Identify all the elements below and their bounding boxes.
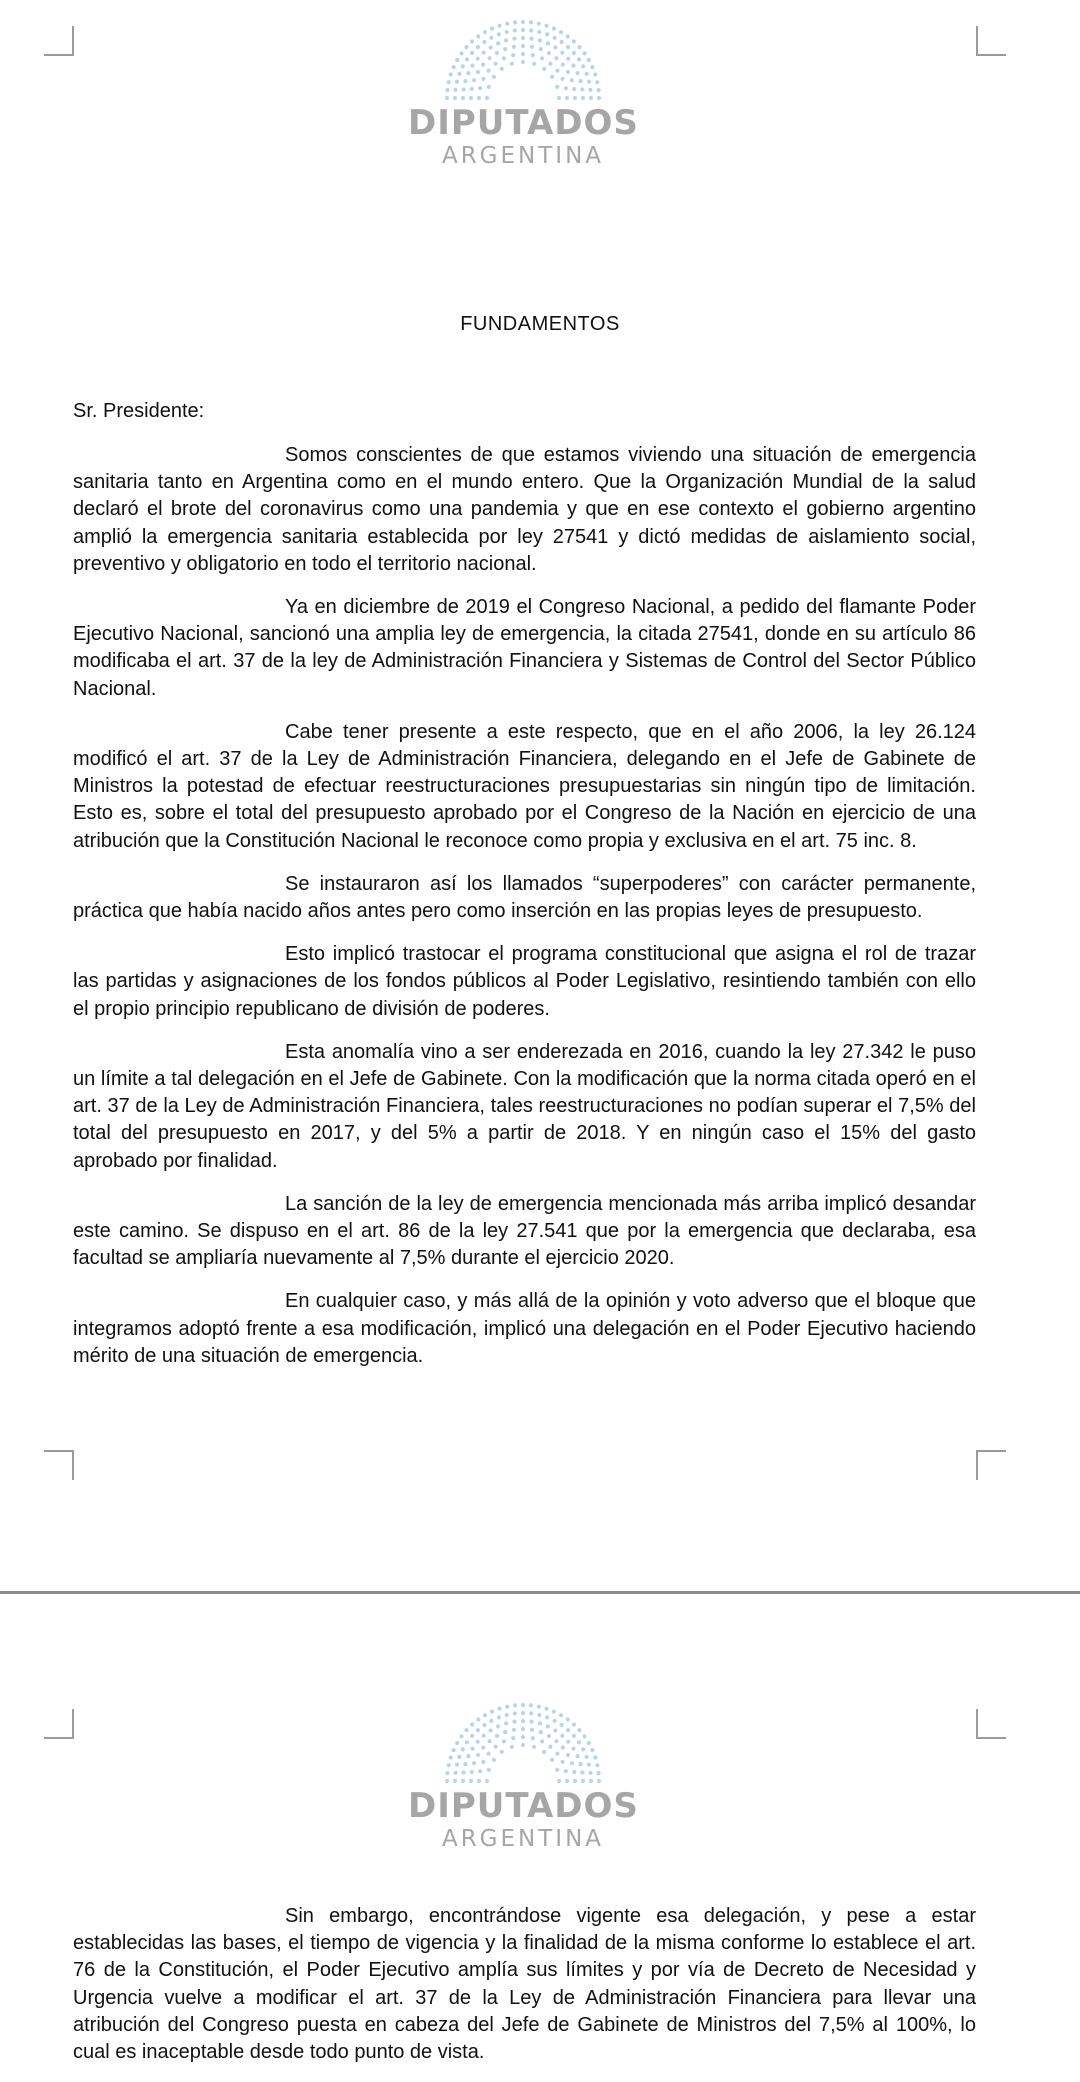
page-corner-mark <box>44 1709 74 1739</box>
diputados-logo <box>408 14 638 170</box>
document-body <box>73 1903 976 2082</box>
hemicycle-emblem-icon <box>433 1697 613 1785</box>
document-body <box>73 442 976 1386</box>
paragraph: Ya en diciembre de 2019 el Congreso Nacional, a pedido del flamante Poder Ejecutivo Nacional, sancionó una amplia ley de emergencia, la citada 27541, donde en su artículo 86 modificaba el art. 37 de la ley de Administración Financiera y Sistemas de Control del Sector Público Nacional. <box>73 596 976 700</box>
paragraph: Esta anomalía vino a ser enderezada en 2016, cuando la ley 27.342 le puso un límite a tal delegación en el Jefe de Gabinete. Con la modificación que la norma citada operó en el art. 37 de la Ley de Administración Financiera, tales reestructuraciones no podían superar el 7,5% del total del presupuesto en 2017, y del 5% a partir de 2018. Y en ningún caso el 15% del gasto aprobado por finalidad. <box>73 1040 976 1172</box>
salutation: Sr. Presidente: <box>73 400 205 422</box>
page-corner-mark <box>976 1450 1006 1480</box>
logo-subtitle: ARGENTINA <box>441 143 605 169</box>
logo-title: DIPUTADOS <box>408 103 639 143</box>
page-corner-mark <box>44 26 74 56</box>
paragraph: Somos conscientes de que estamos viviendo una situación de emergencia sanitaria tanto en Argentina como en el mundo entero. Que la Organización Mundial de la salud declaró el brote del coronavirus como una pandemia y que en ese contexto el gobierno argentino amplió la emergencia sanitaria establecida por ley 27541 y dictó medidas de aislamiento social, preventivo y obligatorio en todo el territorio nacional. <box>73 444 976 575</box>
paragraph: Esto implicó trastocar el programa constitucional que asigna el rol de trazar las partidas y asignaciones de los fondos públicos al Poder Legislativo, resintiendo también con ello el propio principio republicano de división de poderes. <box>73 943 976 1020</box>
paragraph: La sanción de la ley de emergencia mencionada más arriba implicó desandar este camino. Se dispuso en el art. 86 de la ley 27.541 que por la emergencia que declaraba, esa facultad se ampliaría nuevamente al 7,5% durante el ejercicio 2020. <box>73 1192 976 1270</box>
diputados-logo <box>408 1697 638 1853</box>
document-page-2 <box>0 1594 1080 2079</box>
hemicycle-emblem-icon <box>433 14 613 102</box>
logo-title: DIPUTADOS <box>408 1786 639 1826</box>
page-corner-mark <box>976 1709 1006 1739</box>
paragraph: Sin embargo, encontrándose vigente esa delegación, y pese a estar establecidas las bases, el tiempo de vigencia y la finalidad de la misma conforme lo establece el art. 76 de la Constitución, el Poder Ejecutivo amplía sus límites y por vía de Decreto de Necesidad y Urgencia vuelve a modificar el art. 37 de la Ley de Administración Financiera para llevar una atribución del Congreso puesta en cabeza del Jefe de Gabinete de Ministros del 7,5% al 100%, lo cual es inaceptable desde todo punto de vista. <box>73 1905 976 2064</box>
document-heading: FUNDAMENTOS <box>460 313 620 335</box>
page-corner-mark <box>44 1450 74 1480</box>
page-corner-mark <box>976 26 1006 56</box>
paragraph: Cabe tener presente a este respecto, que en el año 2006, la ley 26.124 modificó el art. 37 de la Ley de Administración Financiera, delegando en el Jefe de Gabinete de Ministros la potestad de efectuar reestructuraciones presupuestarias sin ningún tipo de limitación. Esto es, sobre el total del presupuesto aprobado por el Congreso de la Nación en ejercicio de una atribución que la Constitución Nacional le reconoce como propia y exclusiva en el art. 75 inc. 8. <box>73 720 976 852</box>
logo-subtitle: ARGENTINA <box>441 1826 605 1852</box>
paragraph: En cualquier caso, y más allá de la opinión y voto adverso que el bloque que integramos adoptó frente a esa modificación, implicó una delegación en el Poder Ejecutivo haciendo mérito de una situación de emergencia. <box>73 1290 976 1367</box>
paragraph: Se instauraron así los llamados “superpoderes” con carácter permanente, práctica que había nacido años antes pero como inserción en las propias leyes de presupuesto. <box>73 872 976 923</box>
